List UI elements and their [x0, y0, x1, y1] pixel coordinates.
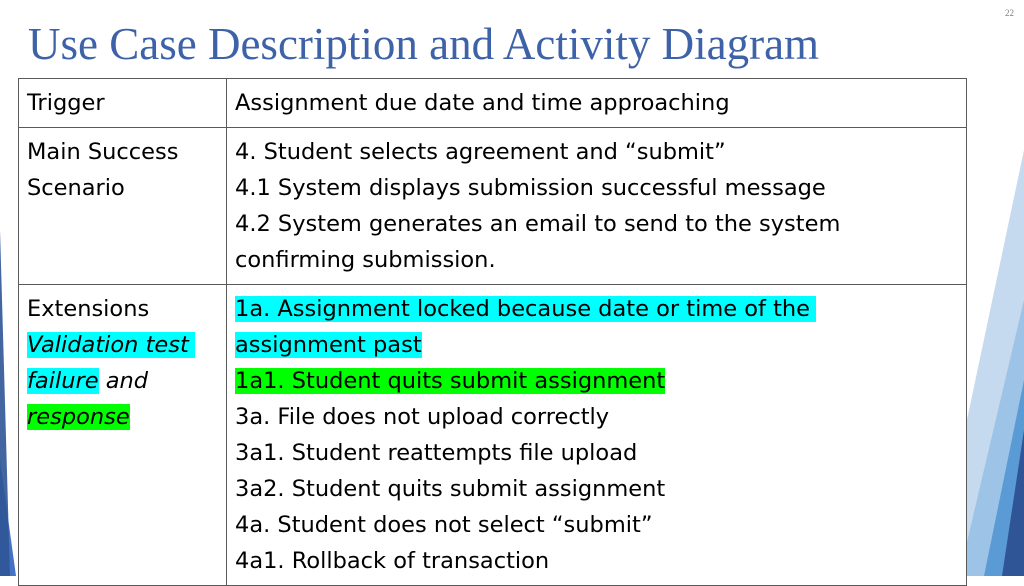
left-decoration: [0, 0, 20, 576]
table-row-main-success: [19, 128, 967, 285]
trigger-value: Assignment due date and time approaching: [227, 79, 967, 128]
trigger-label: Trigger: [19, 79, 227, 128]
main-step: confirming submission.: [235, 247, 496, 273]
slide-title: Use Case Description and Activity Diagram: [28, 19, 820, 69]
table-row-trigger: [19, 79, 967, 128]
extension-step: 4a1. Rollback of transaction: [235, 548, 550, 574]
extension-step-highlight: 1a. Assignment locked because date or time of the: [235, 296, 816, 322]
extension-steps: [227, 285, 967, 586]
extension-step: 3a2. Student quits submit assignment: [235, 476, 666, 502]
failure-note-highlight: failure: [27, 368, 99, 394]
extension-step-highlight: assignment past: [235, 332, 422, 358]
main-success-label: [19, 128, 227, 285]
slide-number: 22: [1005, 8, 1014, 18]
extensions-note-line: [27, 327, 219, 363]
main-step: 4. Student selects agreement and “submit”: [235, 139, 726, 165]
extension-step: [235, 363, 959, 399]
extension-step: 3a. File does not upload correctly: [235, 404, 610, 430]
and-note-text: and: [98, 368, 149, 394]
response-note-highlight: response: [27, 404, 130, 430]
extension-step: 4a. Student does not select “submit”: [235, 512, 653, 538]
use-case-table: [18, 78, 967, 586]
main-success-label-line: Scenario: [27, 175, 125, 201]
table-row-extensions: [19, 285, 967, 586]
main-success-steps: [227, 128, 967, 285]
extension-step: 3a1. Student reattempts file upload: [235, 440, 638, 466]
main-step: 4.1 System displays submission successful message: [235, 175, 826, 201]
extension-step-highlight: 1a1. Student quits submit assignment: [235, 368, 666, 394]
extensions-note-line: [27, 399, 219, 435]
main-step: 4.2 System generates an email to send to the system: [235, 211, 841, 237]
extension-step: [235, 327, 959, 363]
main-success-label-line: Main Success: [27, 139, 179, 165]
extensions-label-cell: [19, 285, 227, 586]
extensions-note-line: [27, 363, 219, 399]
extension-step: [235, 291, 959, 327]
extensions-label: Extensions: [27, 296, 150, 322]
validation-note-highlight: Validation test: [27, 332, 195, 358]
